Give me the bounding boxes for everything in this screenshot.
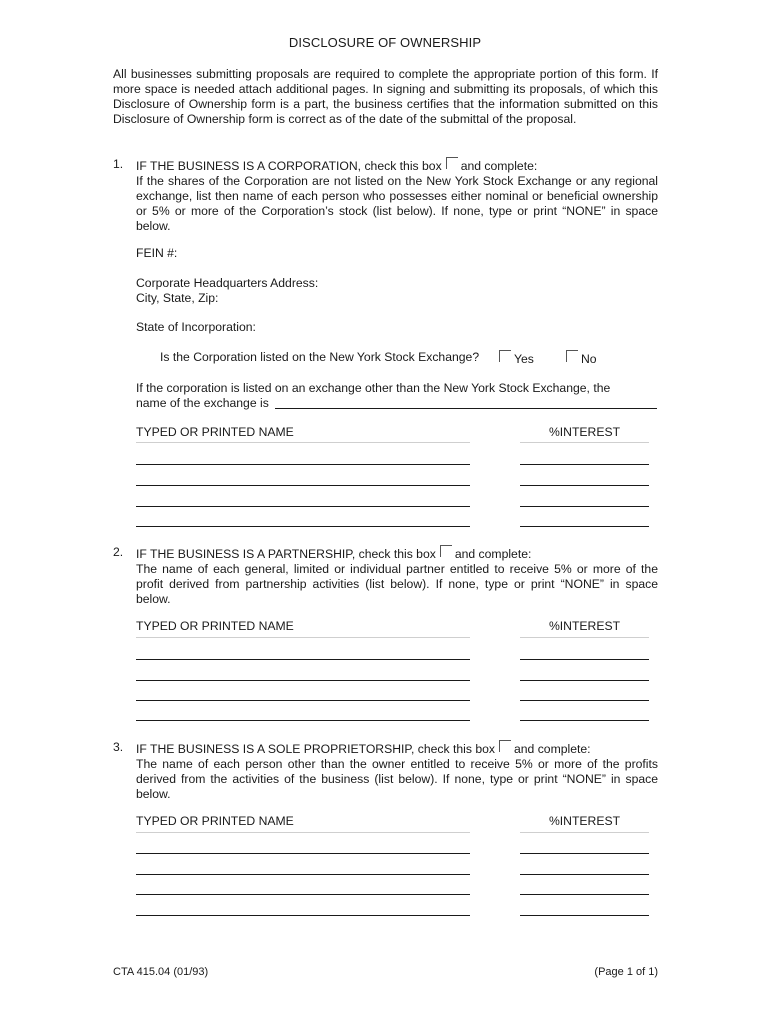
- header-rule: [136, 442, 470, 443]
- form-id: CTA 415.04 (01/93): [113, 966, 209, 978]
- section-heading-tail: and complete:: [454, 547, 532, 561]
- other-exchange-line1: If the corporation is listed on an exchange other than the New York Stock Exchange, the: [136, 381, 611, 395]
- section-heading: IF THE BUSINESS IS A PARTNERSHIP, check this box: [136, 547, 436, 561]
- section-sole-proprietorship: [113, 740, 658, 802]
- section-heading: IF THE BUSINESS IS A CORPORATION, check this box: [136, 159, 442, 173]
- interest-entry-line[interactable]: [520, 720, 649, 721]
- section-heading-tail: and complete:: [513, 742, 591, 756]
- page-title: DISCLOSURE OF OWNERSHIP: [288, 35, 482, 50]
- yes-checkbox[interactable]: [499, 350, 511, 362]
- section-partnership: [113, 545, 658, 607]
- nyse-yes-option[interactable]: [499, 350, 534, 367]
- section-corporation: [113, 157, 658, 234]
- section-body: The name of each person other than the owner entitled to receive 5% or more of the profits derived from the activities of the business (list below). If none, type or print “NONE” in space below.: [136, 757, 658, 801]
- name-entry-line[interactable]: [136, 659, 470, 660]
- partnership-checkbox[interactable]: [440, 545, 452, 557]
- name-entry-line[interactable]: [136, 464, 470, 465]
- name-entry-line[interactable]: [136, 915, 470, 916]
- name-entry-line[interactable]: [136, 853, 470, 854]
- interest-entry-line[interactable]: [520, 526, 649, 527]
- interest-entry-line[interactable]: [520, 874, 649, 875]
- name-column-header: TYPED OR PRINTED NAME: [136, 425, 294, 439]
- section-heading: IF THE BUSINESS IS A SOLE PROPRIETORSHIP, check this box: [136, 742, 495, 756]
- section-body: The name of each general, limited or individual partner entitled to receive 5% or more of the profit derived from partnership activities (list below). If none, type or print “NONE” in space below.: [136, 562, 658, 606]
- exchange-name-line[interactable]: [275, 408, 657, 409]
- no-checkbox[interactable]: [566, 350, 578, 362]
- header-rule: [136, 637, 470, 638]
- other-exchange-line2: name of the exchange is: [136, 396, 269, 410]
- hq-address-label: Corporate Headquarters Address:: [136, 276, 319, 290]
- fein-label: FEIN #:: [136, 246, 178, 260]
- name-column-header: TYPED OR PRINTED NAME: [136, 814, 294, 828]
- interest-entry-line[interactable]: [520, 464, 649, 465]
- interest-entry-line[interactable]: [520, 853, 649, 854]
- corporation-checkbox[interactable]: [446, 157, 458, 169]
- no-label: No: [581, 352, 597, 366]
- header-rule: [520, 832, 649, 833]
- interest-column-header: %INTEREST: [548, 814, 621, 828]
- name-entry-line[interactable]: [136, 700, 470, 701]
- name-entry-line[interactable]: [136, 680, 470, 681]
- section-heading-tail: and complete:: [460, 159, 538, 173]
- interest-column-header: %INTEREST: [548, 425, 621, 439]
- interest-column-header: %INTEREST: [548, 619, 621, 633]
- name-column-header: TYPED OR PRINTED NAME: [136, 619, 294, 633]
- city-state-zip-label: City, State, Zip:: [136, 291, 219, 305]
- state-incorporation-label: State of Incorporation:: [136, 320, 256, 334]
- section-number: 2.: [113, 545, 124, 559]
- section-number: 3.: [113, 740, 124, 754]
- section-body: If the shares of the Corporation are not listed on the New York Stock Exchange or any regional exchange, list then name of each person who possesses either nominal or beneficial ownership or 5% or more of the Corporation’s stock (list below). If none, type or print “NONE” in space below.: [136, 174, 658, 233]
- header-rule: [520, 442, 649, 443]
- name-entry-line[interactable]: [136, 485, 470, 486]
- name-entry-line[interactable]: [136, 874, 470, 875]
- interest-entry-line[interactable]: [520, 894, 649, 895]
- nyse-no-option[interactable]: [566, 350, 597, 367]
- intro-paragraph: All businesses submitting proposals are required to complete the appropriate portion of this form. If more space is needed attach additional pages. In signing and submitting its proposals, of which this Disclosure of Ownership form is a part, the business certifies that the information submitted on this Disclosure of Ownership form is correct as of the date of the submittal of the proposal.: [113, 67, 658, 126]
- header-rule: [520, 637, 649, 638]
- interest-entry-line[interactable]: [520, 506, 649, 507]
- sole-proprietorship-checkbox[interactable]: [499, 740, 511, 752]
- interest-entry-line[interactable]: [520, 680, 649, 681]
- name-entry-line[interactable]: [136, 720, 470, 721]
- interest-entry-line[interactable]: [520, 915, 649, 916]
- name-entry-line[interactable]: [136, 506, 470, 507]
- yes-label: Yes: [514, 352, 534, 366]
- header-rule: [136, 832, 470, 833]
- name-entry-line[interactable]: [136, 894, 470, 895]
- interest-entry-line[interactable]: [520, 659, 649, 660]
- section-number: 1.: [113, 157, 124, 171]
- interest-entry-line[interactable]: [520, 485, 649, 486]
- interest-entry-line[interactable]: [520, 700, 649, 701]
- name-entry-line[interactable]: [136, 526, 470, 527]
- page-number: (Page 1 of 1): [594, 966, 658, 978]
- nyse-question: Is the Corporation listed on the New York Stock Exchange?: [160, 350, 480, 364]
